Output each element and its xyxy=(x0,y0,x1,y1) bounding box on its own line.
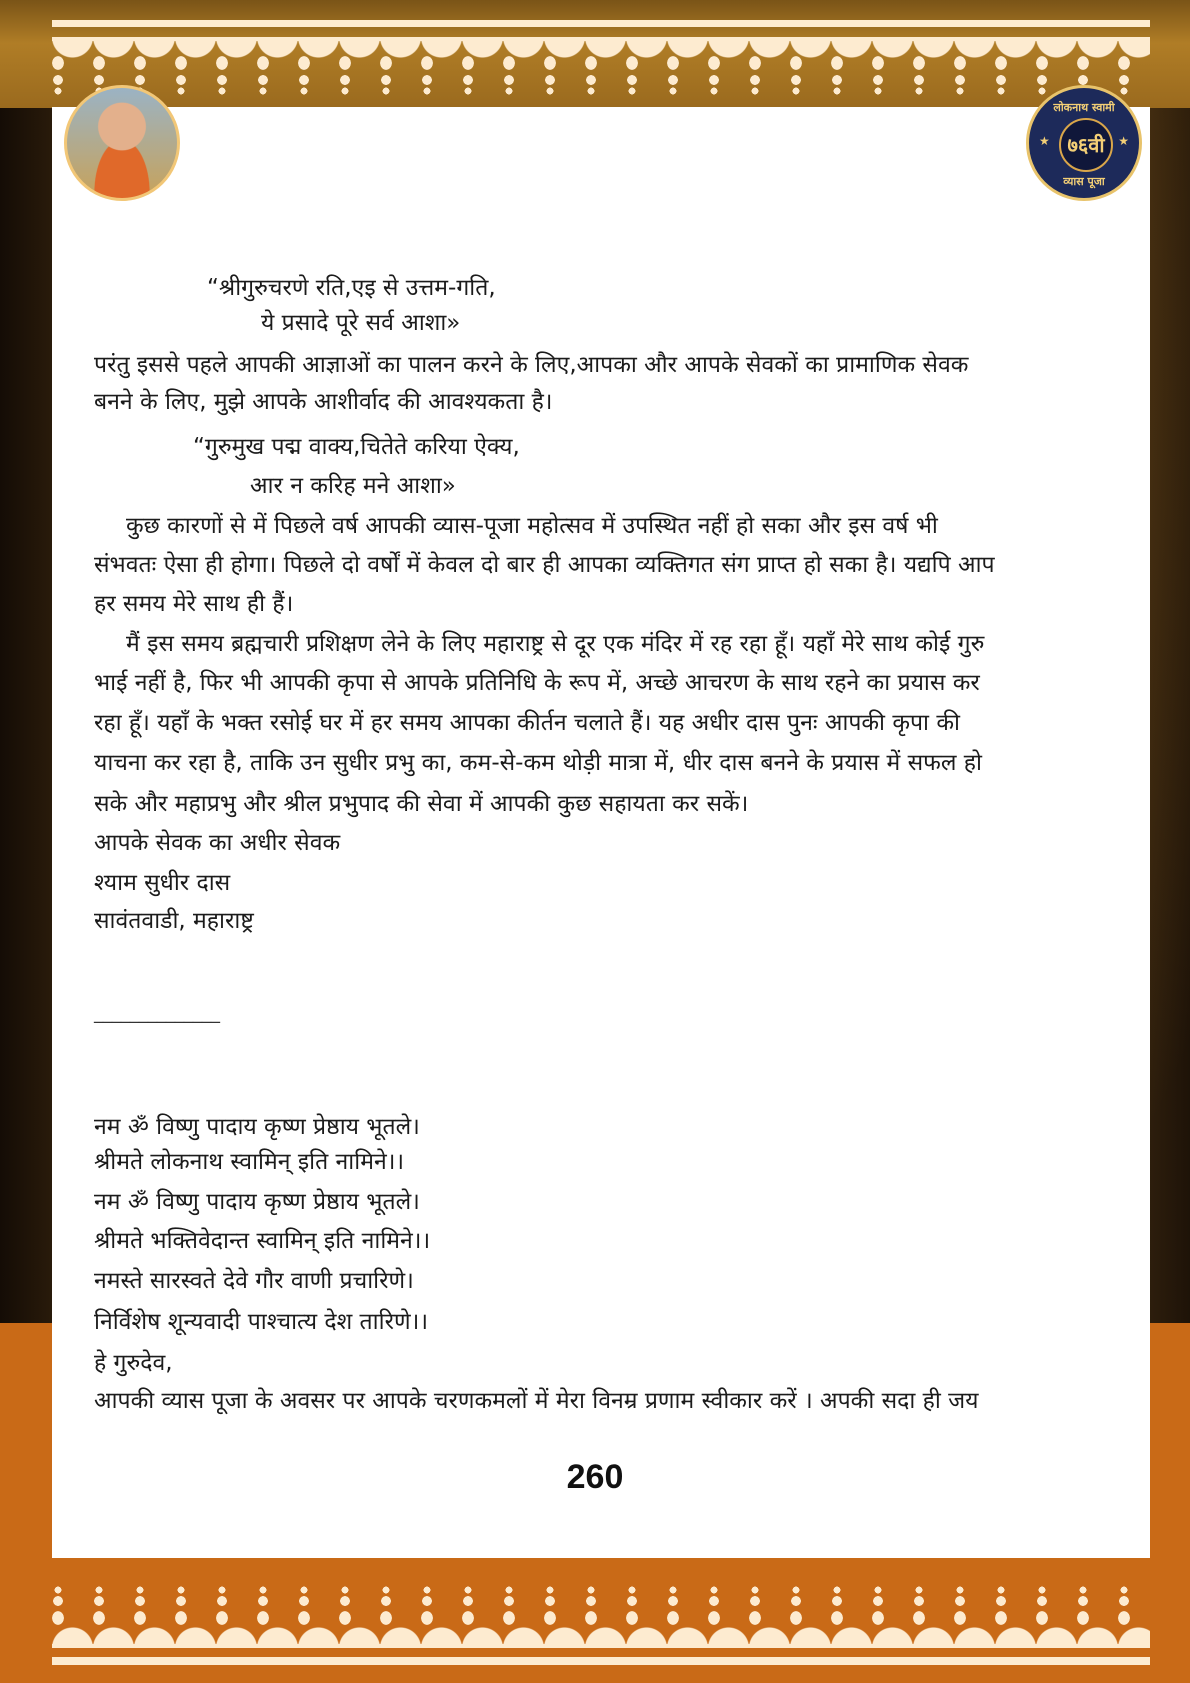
prayer-line: नम ॐ विष्णु पादाय कृष्ण प्रेष्ठाय भूतले। xyxy=(94,1114,420,1140)
verse-line: आर न करिह मने आशा» xyxy=(250,473,456,499)
paragraph-line: परंतु इससे पहले आपकी आज्ञाओं का पालन करने के लिए,आपका और आपके सेवकों का प्रामाणिक सेवक xyxy=(94,352,969,378)
badge-number: ७६वी xyxy=(1059,118,1113,172)
page-number: 260 xyxy=(566,1458,624,1496)
paragraph-line: बनने के लिए, मुझे आपके आशीर्वाद की आवश्यकता है। xyxy=(94,389,553,415)
paragraph-line: संभवतः ऐसा ही होगा। पिछले दो वर्षों में केवल दो बार ही आपका व्यक्तिगत संग प्राप्त हो सका है। यद्यपि आप xyxy=(94,552,995,578)
badge-top-text: लोकनाथ स्वामी xyxy=(1053,101,1115,114)
paragraph-line: सके और महाप्रभु और श्रील प्रभुपाद की सेवा में आपकी कुछ सहायता कर सकें। xyxy=(94,791,749,817)
star-icon: ★ xyxy=(1039,134,1050,148)
verse-line: ये प्रसादे पूरे सर्व आशा» xyxy=(261,310,461,336)
signature-name: श्याम सुधीर दास xyxy=(94,870,231,896)
star-icon: ★ xyxy=(1118,134,1129,148)
paragraph-line: हर समय मेरे साथ ही हैं। xyxy=(94,591,294,617)
prayer-line: निर्विशेष शून्यवादी पाश्चात्य देश तारिणे।। xyxy=(94,1309,429,1335)
bottom-dot-border xyxy=(52,1586,1150,1626)
vyasa-puja-badge-logo xyxy=(1026,85,1142,201)
signature-line: आपके सेवक का अधीर सेवक xyxy=(94,830,341,856)
prayer-line: नमस्ते सारस्वते देवे गौर वाणी प्रचारिणे। xyxy=(94,1268,414,1294)
paragraph-line: याचना कर रहा है, ताकि उन सुधीर प्रभु का, कम-से-कम थोड़ी मात्रा में, धीर दास बनने के प्रयास में सफल हो xyxy=(94,750,982,776)
verse-line: “गुरुमुख पद्म वाक्य,चितेते करिया ऐक्य, xyxy=(193,434,520,460)
paragraph-line: रहा हूँ। यहाँ के भक्त रसोई घर में हर समय आपका कीर्तन चलाते हैं। यह अधीर दास पुनः आपकी कृपा की xyxy=(94,710,960,736)
top-border-bar xyxy=(52,20,1150,27)
badge-bottom-text: व्यास पूजा xyxy=(1063,175,1105,188)
bottom-border-bar xyxy=(52,1657,1150,1665)
prayer-line: श्रीमते लोकनाथ स्वामिन् इति नामिने।। xyxy=(94,1149,405,1175)
paragraph-line: मैं इस समय ब्रह्मचारी प्रशिक्षण लेने के लिए महाराष्ट्र से दूर एक मंदिर में रह रहा हूँ। यहाँ मेरे साथ कोई गुरु xyxy=(126,631,985,657)
paragraph-line: भाई नहीं है, फिर भी आपकी कृपा से आपके प्रतिनिधि के रूप में, अच्छे आचरण के साथ रहने का प्रयास कर xyxy=(94,670,980,696)
bottom-scallop-border xyxy=(52,1626,1150,1648)
paragraph-line: कुछ कारणों से में पिछले वर्ष आपकी व्यास-पूजा महोत्सव में उपस्थित नहीं हो सका और इस वर्ष भी xyxy=(126,513,938,539)
closing-line: आपकी व्यास पूजा के अवसर पर आपके चरणकमलों में मेरा विनम्र प्रणाम स्वीकार करें । अपकी सदा ही जय xyxy=(94,1388,979,1414)
prayer-line: श्रीमते भक्तिवेदान्त स्वामिन् इति नामिने।। xyxy=(94,1228,431,1254)
greeting: हे गुरुदेव, xyxy=(94,1350,173,1376)
verse-line: “श्रीगुरुचरणे रति,एइ से उत्तम-गति, xyxy=(207,275,496,301)
separator-line: ______________ xyxy=(94,1003,220,1024)
top-dot-border xyxy=(52,56,1150,96)
signature-location: सावंतवाडी, महाराष्ट्र xyxy=(94,908,254,934)
guru-portrait-photo xyxy=(64,85,180,201)
prayer-line: नम ॐ विष्णु पादाय कृष्ण प्रेष्ठाय भूतले। xyxy=(94,1189,420,1215)
